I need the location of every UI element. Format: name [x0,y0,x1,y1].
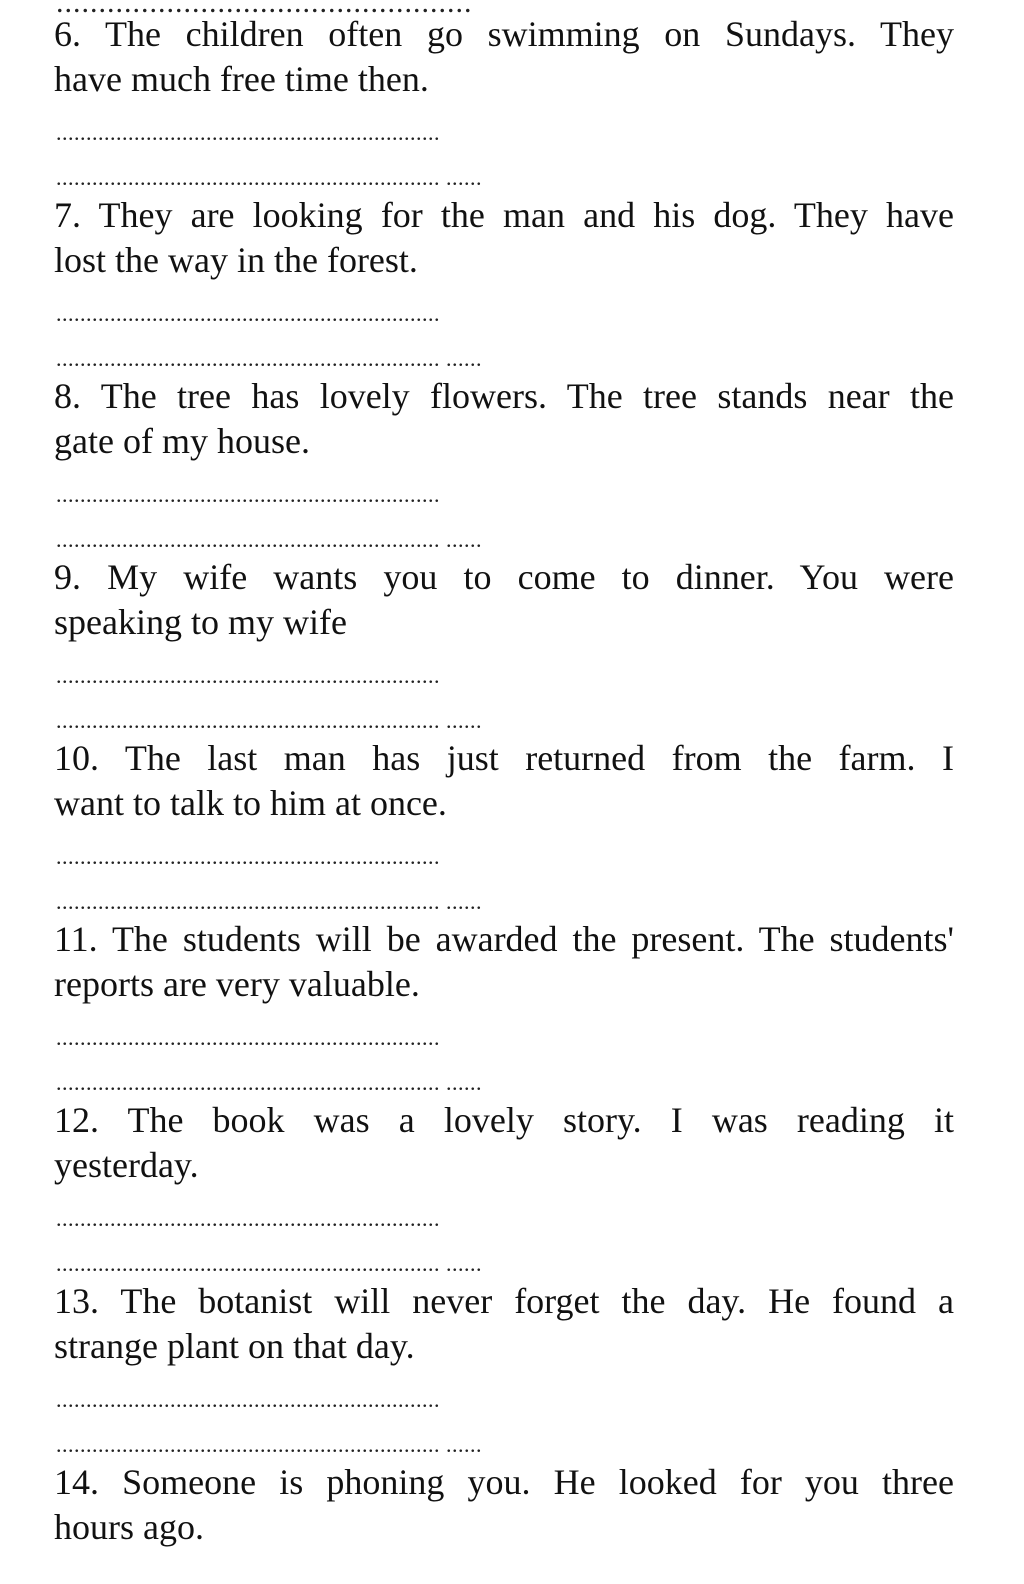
question-line-2: yesterday. [54,1145,199,1185]
top-answer-dots: ................................................. [56,0,473,19]
question-line-1: 6. The children often go swimming on Sundays. They [54,14,954,54]
exercise-7 [54,193,954,371]
exercise-12 [54,1098,954,1276]
question-line-2: speaking to my wife [54,602,347,642]
question-line-2: hours ago. [54,1507,204,1547]
answer-blank-2[interactable]: ................................................................ ...... [56,1432,482,1457]
answer-blank-1[interactable]: ................................................................ [56,301,440,326]
question-line-1: 13. The botanist will never forget the day. He found a [54,1281,954,1321]
answer-blank-1[interactable]: ................................................................ [56,1387,440,1412]
answer-blank-1[interactable]: ................................................................ [56,120,440,145]
answer-blank-2[interactable]: ................................................................ ...... [56,1251,482,1276]
answer-blank-1[interactable]: ................................................................ [56,482,440,507]
answer-blank-2[interactable]: ................................................................ ...... [56,527,482,552]
question-line-2: strange plant on that day. [54,1326,415,1366]
answer-blank-2[interactable]: ................................................................ ...... [56,889,482,914]
question-line-1: 12. The book was a lovely story. I was reading it [54,1100,954,1140]
answer-blank-2[interactable]: ................................................................ ...... [56,346,482,371]
exercise-6 [54,12,954,190]
question-line-2: gate of my house. [54,421,310,461]
exercise-10 [54,736,954,914]
question-line-1: 7. They are looking for the man and his dog. They have [54,195,954,235]
exercise-8 [54,374,954,552]
question-line-1: 10. The last man has just returned from the farm. I [54,738,954,778]
question-line-2: lost the way in the forest. [54,240,418,280]
question-line-1: 9. My wife wants you to come to dinner. You were [54,557,954,597]
question-line-2: reports are very valuable. [54,964,420,1004]
question-line-2: have much free time then. [54,59,429,99]
answer-blank-1[interactable]: ................................................................ [56,844,440,869]
answer-blank-2[interactable]: ................................................................ ...... [56,1070,482,1095]
answer-blank-2[interactable]: ................................................................ ...... [56,708,482,733]
question-line-2: want to talk to him at once. [54,783,447,823]
exercise-9 [54,555,954,733]
answer-blank-1[interactable]: ................................................................ [56,663,440,688]
exercise-11 [54,917,954,1095]
exercise-13 [54,1279,954,1457]
question-line-1: 8. The tree has lovely flowers. The tree stands near the [54,376,954,416]
exercise-14 [54,1460,954,1550]
answer-blank-1[interactable]: ................................................................ [56,1025,440,1050]
question-line-1: 11. The students will be awarded the present. The students' [54,919,954,959]
question-line-1: 14. Someone is phoning you. He looked for you three [54,1462,954,1502]
answer-blank-1[interactable]: ................................................................ [56,1206,440,1231]
answer-blank-2[interactable]: ................................................................ ...... [56,165,482,190]
